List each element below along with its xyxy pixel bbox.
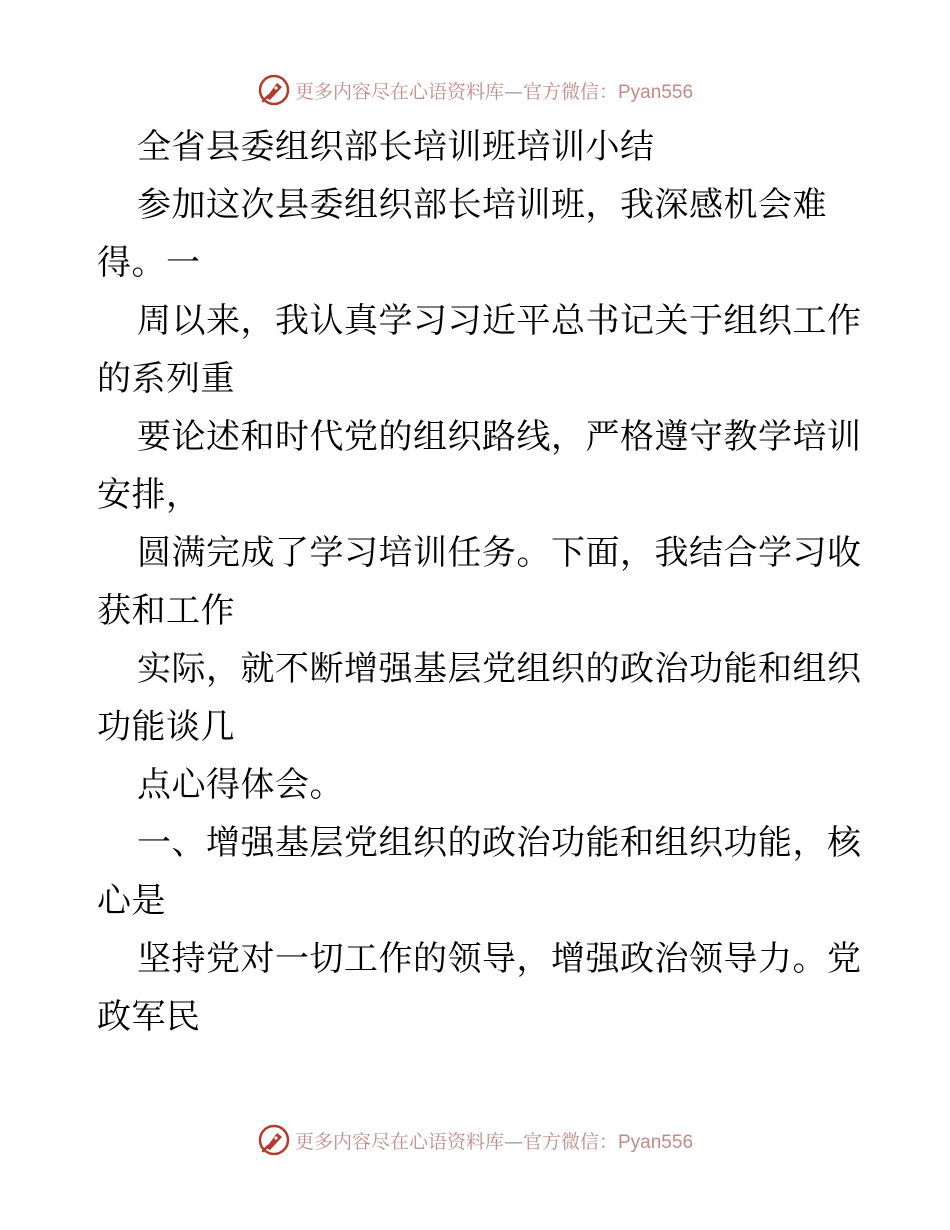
document-title: 全省县委组织部长培训班培训小结 bbox=[137, 127, 655, 167]
footer-watermark bbox=[0, 1120, 950, 1160]
document-body bbox=[97, 118, 862, 1046]
text-line: 得。一 bbox=[97, 243, 201, 283]
text-line: 政军民 bbox=[97, 997, 201, 1037]
watermark-text: 更多内容尽在心语资料库—官方微信：Pyan556 bbox=[294, 1130, 694, 1153]
text-line: 圆满完成了学习培训任务。下面，我结合学习收 bbox=[137, 533, 862, 573]
pen-nib-logo-icon bbox=[257, 1123, 291, 1157]
text-line: 心是 bbox=[97, 881, 166, 921]
watermark-text: 更多内容尽在心语资料库—官方微信：Pyan556 bbox=[294, 80, 694, 103]
text-line: 安排， bbox=[97, 475, 201, 515]
text-line: 功能谈几 bbox=[97, 707, 235, 747]
text-line: 参加这次县委组织部长培训班，我深感机会难 bbox=[137, 185, 827, 225]
text-line: 的系列重 bbox=[97, 359, 235, 399]
text-line: 一、增强基层党组织的政治功能和组织功能，核 bbox=[137, 823, 862, 863]
header-watermark bbox=[0, 70, 950, 110]
pen-nib-logo-icon bbox=[257, 73, 291, 107]
text-line: 点心得体会。 bbox=[137, 765, 344, 805]
text-line: 要论述和时代党的组织路线，严格遵守教学培训 bbox=[137, 417, 862, 457]
text-line: 获和工作 bbox=[97, 591, 235, 631]
text-line: 坚持党对一切工作的领导，增强政治领导力。党 bbox=[137, 939, 862, 979]
text-line: 实际，就不断增强基层党组织的政治功能和组织 bbox=[137, 649, 862, 689]
text-line: 周以来，我认真学习习近平总书记关于组织工作 bbox=[137, 301, 862, 341]
